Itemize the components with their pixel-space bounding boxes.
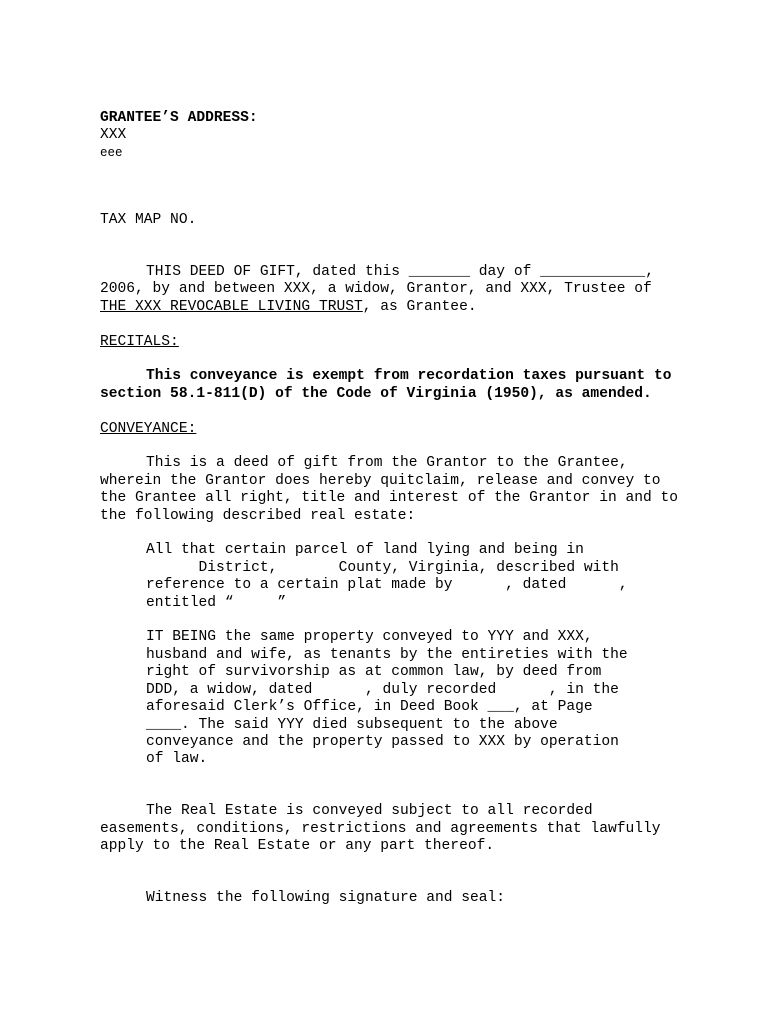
conveyance-p1-line-4: the following described real estate: xyxy=(100,508,416,524)
being-line-2: husband and wife, as tenants by the entireties with the xyxy=(146,647,628,663)
grantee-address-heading: GRANTEE’S ADDRESS: xyxy=(100,110,258,126)
conveyance-p1-line-2: wherein the Grantor does hereby quitclaim, release and convey to xyxy=(100,473,661,489)
grantee-address-line-2: eee xyxy=(100,146,123,160)
parcel-line-1: All that certain parcel of land lying and being in xyxy=(146,542,584,558)
conveyance-p1-line-3: the Grantee all right, title and interest of the Grantor in and to xyxy=(100,490,679,506)
intro-line-2: 2006, by and between XXX, a widow, Grantor, and XXX, Trustee of xyxy=(100,281,652,297)
subject-line-3: apply to the Real Estate or any part thereof. xyxy=(100,838,495,854)
being-line-6: ____. The said YYY died subsequent to the above xyxy=(146,717,558,733)
conveyance-p1-line-1: This is a deed of gift from the Grantor to the Grantee, xyxy=(146,455,628,471)
being-line-3: right of survivorship as at common law, by deed from xyxy=(146,664,602,680)
parcel-line-2: District, County, Virginia, described with xyxy=(146,560,619,576)
trust-name: THE XXX REVOCABLE LIVING TRUST xyxy=(100,299,363,315)
parcel-line-3: reference to a certain plat made by , dated , xyxy=(146,577,628,593)
parcel-line-4: entitled “ ” xyxy=(146,595,287,611)
being-line-5: aforesaid Clerk’s Office, in Deed Book ___, at Page xyxy=(146,699,593,715)
recitals-heading: RECITALS: xyxy=(100,334,179,350)
witness-line: Witness the following signature and seal: xyxy=(146,890,506,906)
subject-line-2: easements, conditions, restrictions and agreements that lawfully xyxy=(100,821,661,837)
being-line-8: of law. xyxy=(146,751,208,767)
recitals-line-1: This conveyance is exempt from recordation taxes pursuant to xyxy=(146,368,672,384)
conveyance-heading: CONVEYANCE: xyxy=(100,421,197,437)
tax-map-number: TAX MAP NO. xyxy=(100,212,197,228)
intro-line-1: THIS DEED OF GIFT, dated this _______ day of ____________, xyxy=(146,264,654,280)
being-line-1: IT BEING the same property conveyed to YYY and XXX, xyxy=(146,629,593,645)
grantee-address-line-1: XXX xyxy=(100,127,127,143)
recitals-line-2: section 58.1-811(D) of the Code of Virginia (1950), as amended. xyxy=(100,386,652,402)
intro-line-3-rest: , as Grantee. xyxy=(362,299,477,315)
intro-line-3 xyxy=(100,299,477,317)
being-line-7: conveyance and the property passed to XXX by operation xyxy=(146,734,619,750)
subject-line-1: The Real Estate is conveyed subject to all recorded xyxy=(146,803,593,819)
being-line-4: DDD, a widow, dated , duly recorded , in the xyxy=(146,682,619,698)
